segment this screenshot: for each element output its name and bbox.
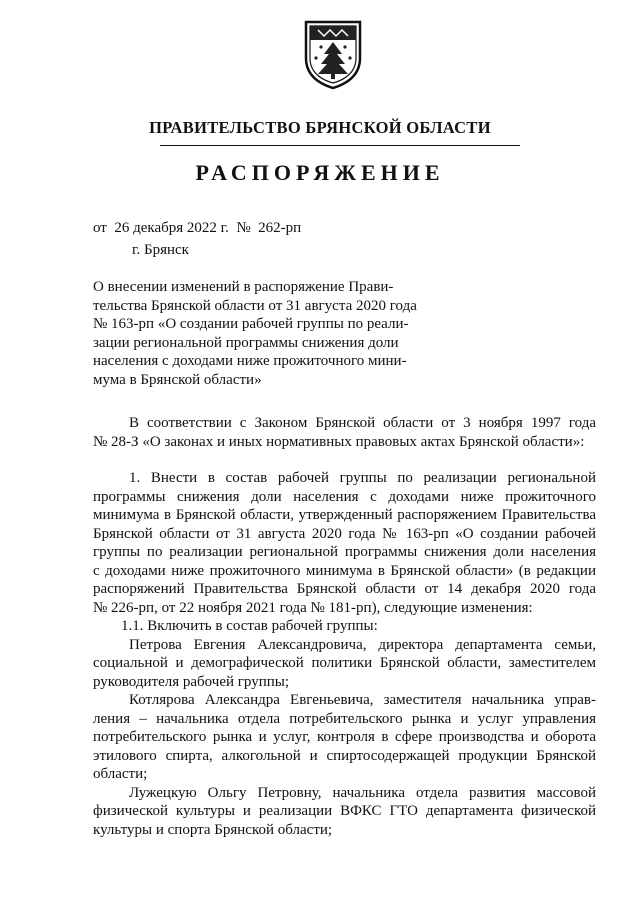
title-divider [160,145,520,146]
document-date-number: от 26 декабря 2022 г. № 262-рп [93,220,302,236]
member-paragraph [93,784,596,840]
body-line: области; [93,766,148,782]
bryansk-coat-of-arms-icon [302,18,364,90]
body-line: социальной и демографической политики Брянской области, заместителем [93,655,596,671]
body-line: руководителя рабочей группы; [93,673,290,690]
body-line: № 28-З «О законах и иных нормативных правовых актах Брянской области»: [93,433,585,450]
subject-line: мума в Брянской области» [93,371,262,388]
body-line: Брянской области от 31 августа 2020 года № 163-рп «О создании рабочей [93,525,596,542]
body-line: 1.1. Включить в состав рабочей группы: [121,618,378,634]
body-line: 1. Внести в состав рабочей группы по реализации региональной [129,470,596,486]
member-paragraph [93,636,596,692]
body-line: культуры и спорта Брянской области; [93,821,333,838]
subject-line: № 163-рп «О создании рабочей группы по реали- [93,316,409,332]
body-line: группы по реализации региональной программы снижения доли населения [93,544,596,560]
subject-line: тельства Брянской области от 31 августа 2020 года [93,297,417,314]
body-line: Котлярова Александра Евгеньевича, заместителя начальника управ- [129,692,596,708]
body-line: ления – начальника отдела потребительского рынка и услуг управления [93,710,596,727]
body-line: минимума в Брянской области, утвержденный распоряжением Правительства [93,507,596,523]
item-1-1-paragraph [93,617,596,636]
document-city: г. Брянск [132,242,189,258]
preamble-paragraph [93,414,596,451]
document-type: РАСПОРЯЖЕНИЕ [195,160,445,185]
item-1-paragraph [93,469,596,617]
subject-line: О внесении изменений в распоряжение Прави- [93,279,394,295]
body-line: распоряжений Правительства Брянской области от 14 декабря 2020 года [93,581,596,597]
body-line: Лужецкую Ольгу Петровну, начальника отдела развития массовой [129,784,596,801]
member-paragraph [93,691,596,784]
body-line: Петрова Евгения Александровича, директора департамента семьи, [129,636,596,653]
body-line: с доходами ниже прожиточного минимума в Брянской области» (в редакции [93,562,596,579]
subject-line: зации региональной программы снижения доли [93,334,399,351]
body-line: программы снижения доли населения с доходами ниже прожиточного [93,488,596,505]
subject-line: населения с доходами ниже прожиточного мини- [93,353,407,369]
document-body [93,414,596,839]
body-line: потребительского рынка и услуг, контроля в сфере производства и оборота [93,729,596,745]
government-title: ПРАВИТЕЛЬСТВО БРЯНСКОЙ ОБЛАСТИ [149,118,491,137]
body-line: В соответствии с Законом Брянской области от 3 ноября 1997 года [129,415,596,431]
body-line: этилового спирта, алкогольной и спиртосодержащей продукции Брянской [93,747,596,764]
body-line: № 226-рп, от 22 ноября 2021 года № 181-рп), следующие изменения: [93,599,533,616]
document-subject [93,278,417,389]
body-line: физической культуры и реализации ВФКС ГТО департамента физической [93,803,596,819]
